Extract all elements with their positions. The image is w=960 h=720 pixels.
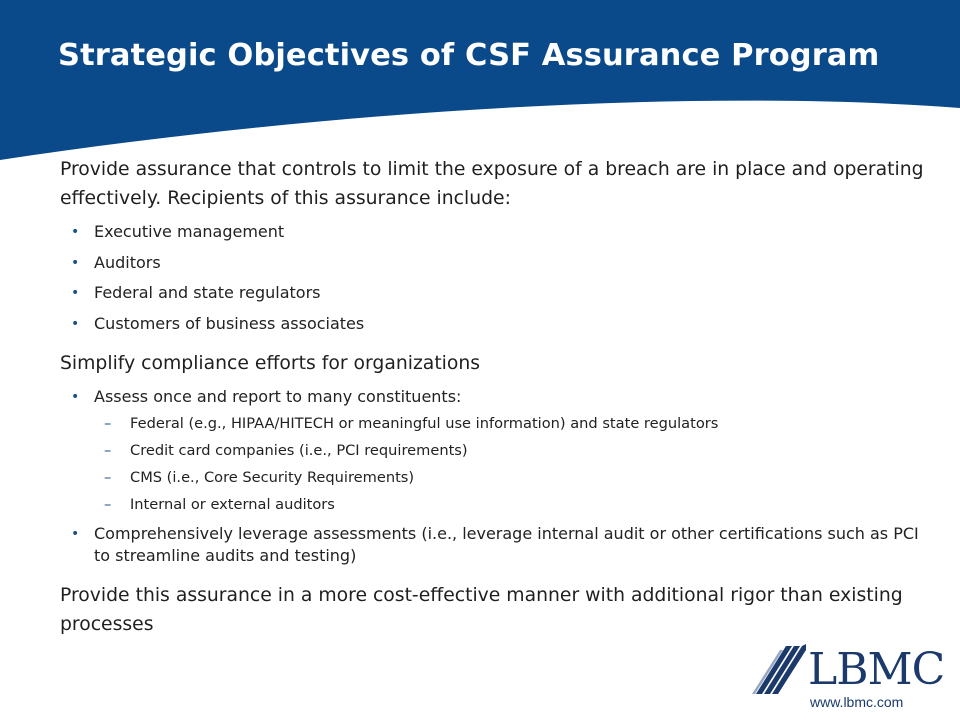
sublist-item: – Federal (e.g., HIPAA/HITECH or meaningful use information) and state regulators	[104, 414, 719, 432]
bullet-dot-icon: •	[71, 285, 80, 301]
simplify-list	[60, 386, 930, 568]
dash-icon: –	[104, 495, 112, 513]
dash-icon: –	[104, 468, 112, 486]
bullet-dot-icon: •	[71, 254, 80, 271]
bullet-dot-icon: •	[71, 224, 80, 240]
dash-icon: –	[104, 441, 112, 459]
constituents-sublist	[94, 414, 930, 515]
dash-icon: –	[104, 414, 112, 432]
bullet-dot-icon: •	[71, 388, 80, 405]
logo-wordmark: LBMC	[808, 644, 945, 695]
list-item: • Assess once and report to many constituents: – Federal (e.g., HIPAA/HITECH or meaningful use information) and state regulators – Credit card companies (i.e., PCI requirements) – CMS (i.e., Core Security Requirements) – Internal or external auditors	[60, 386, 930, 515]
page-title: Strategic Objectives of CSF Assurance Program	[58, 38, 880, 73]
list-item: • Auditors	[71, 252, 161, 272]
list-item: • Federal and state regulators	[71, 283, 321, 302]
slide-content	[60, 155, 930, 639]
list-item: • Customers of business associates	[71, 313, 365, 333]
sublist-item: – Internal or external auditors	[104, 495, 335, 513]
paragraph-simplify: Simplify compliance efforts for organizations	[60, 352, 481, 374]
header-banner	[0, 0, 960, 170]
lbmc-logo	[752, 642, 945, 700]
lbmc-stripes-logo-icon	[752, 644, 806, 698]
bullet-dot-icon: •	[71, 526, 80, 542]
bullet-dot-icon: •	[71, 315, 80, 332]
sublist-item: – Credit card companies (i.e., PCI requirements)	[104, 441, 468, 459]
website-link[interactable]: www.lbmc.com	[810, 694, 904, 710]
header-wave-shape	[0, 0, 960, 170]
sublist-item: – CMS (i.e., Core Security Requirements)	[104, 468, 415, 486]
paragraph-assurance: Provide assurance that controls to limit the exposure of a breach are in place and operating effectively. Recipients of this assurance include:	[60, 159, 924, 209]
list-item: • Executive management	[71, 222, 285, 241]
paragraph-cost-effective: Provide this assurance in a more cost-effective manner with additional rigor than existing processes	[60, 585, 903, 635]
list-item: • Comprehensively leverage assessments (i.e., leverage internal audit or other certifications such as PCI to streamline audits and testing)	[71, 524, 919, 565]
recipients-list	[60, 221, 930, 335]
